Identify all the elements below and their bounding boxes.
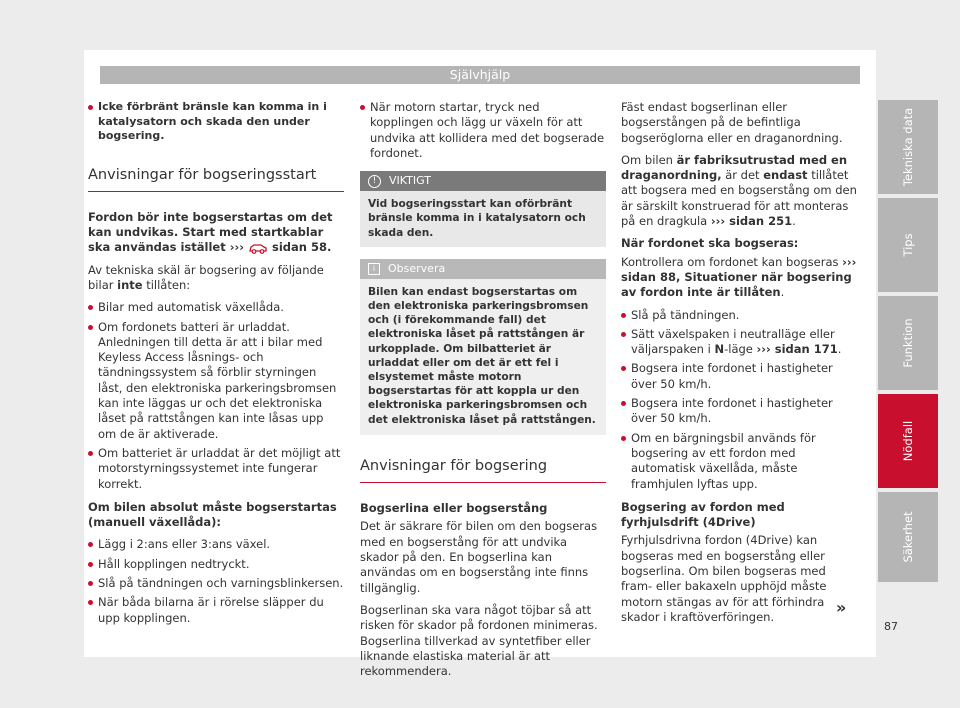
list-item: Håll kopplingen nedtryckt. <box>88 557 344 572</box>
para-text: är det <box>721 168 764 183</box>
tab-label: Funktion <box>901 318 915 368</box>
tab-label: Nödfall <box>901 420 915 462</box>
list-item: Om en bärgningsbil används för bogsering av ett fordon med automatisk växellåda, måste framhjulen lyftas upp. <box>621 431 858 492</box>
para-text: Kontrollera om fordonet kan bogseras <box>621 254 843 269</box>
list-item: Lägg i 2:ans eller 3:ans växel. <box>88 537 344 552</box>
tab-nodfall[interactable] <box>878 394 938 488</box>
list-item: Om fordonets batteri är urladdat. Anledningen till detta är att i bilar med Keyless Access låsnings- och tändningssystem så förblir styrningen låst, den elektroniska parkeringsbromsen kan inte läggas ur och det elektroniska låset på rattstången kan inte låsas upp om de är aktiverade. <box>88 320 344 442</box>
tab-label: Tips <box>901 233 915 257</box>
note-label: Observera <box>388 261 446 275</box>
para-text: tillåten: <box>142 277 191 292</box>
bullet-list-1 <box>88 300 344 492</box>
para-text: Av tekniska skäl är bogsering av följande bilar <box>88 262 324 292</box>
tab-label: Tekniska data <box>901 107 915 187</box>
ref-link-page-58[interactable]: sidan 58 <box>271 240 327 255</box>
note-text: Bilen kan endast bogserstartas om den elektroniska parkeringsbromsen och (i förekommande fall) det elektroniska låset på rattstången är urkopplade. Om bilbatteriet är urladdat eller om det är ett fel i elsystemet måste motorn bogserstartas för att koppla ur den elektroniska parkeringsbromsen och det elektroniska låset på rattstången. <box>368 285 596 426</box>
page-number: 87 <box>884 620 898 633</box>
para-text: tillåtet att bogsera med en bogserstång om den är särskilt konstruerad för att monteras på en dragkula <box>621 168 857 229</box>
list-item: Bogsera inte fordonet i hastigheter över 50 km/h. <box>621 361 858 392</box>
para-check: Kontrollera om fordonet kan bogseras ››› sidan 88, Situationer när bogsering av fordon inte är tillåten. <box>621 254 857 300</box>
column-1 <box>88 100 344 630</box>
para-not-allowed <box>88 263 344 294</box>
bullet-list-3 <box>621 308 858 492</box>
section-title-tow-start: Anvisningar för bogseringsstart <box>88 168 344 192</box>
list-item: Bilar med automatisk växellåda. <box>88 300 344 315</box>
section-title-towing: Anvisningar för bogsering <box>360 459 606 483</box>
tab-label: Säkerhet <box>901 511 915 563</box>
list-item: Bogsera inte fordonet i hastigheter över 50 km/h. <box>621 396 858 427</box>
list-item-text: -läge <box>724 342 757 357</box>
para-factory-hitch: Om bilen är fabriksutrustad med en draganordning, är det endast tillåtet att bogsera med en bogserstång om den är särskilt konstruerad för att monteras på en dragkula ››› sidan 251. <box>621 152 857 229</box>
subhead-when-towing: När fordonet ska bogseras: <box>621 236 799 251</box>
para-attach: Fäst endast bogserlinan eller bogserstången på de befintliga bogseröglorna eller en draganordning. <box>621 100 843 145</box>
subhead-4drive: Bogsering av fordon med fyrhjulsdrift (4Drive) <box>621 499 785 530</box>
warning-text: Vid bogseringsstart kan oförbränt bränsle komma in i katalysatorn och skada den. <box>368 198 586 239</box>
tab-funktion[interactable] <box>878 296 938 390</box>
list-item: Sätt växelspaken i neutralläge eller väljarspaken i N-läge ››› sidan 171. <box>621 327 858 358</box>
column-2 <box>360 100 606 686</box>
note-box <box>360 259 606 435</box>
intro-bullet: Icke förbränt bränsle kan komma in i katalysatorn och skada den under bogsering. <box>88 100 344 144</box>
tab-sakerhet[interactable] <box>878 492 938 582</box>
para-4drive: Fyrhjulsdrivna fordon (4Drive) kan bogseras med en bogserstång eller bogserlina. Om bilen bogseras med fram- eller bakaxeln upphöjd måste motorn stängas av för att förhindra skador i kraftöverföringen. <box>621 533 827 624</box>
list-item-text: Sätt växelspaken i neutralläge eller väljarspaken i <box>631 326 835 357</box>
bullet-list-2 <box>88 537 344 625</box>
warning-box <box>360 171 606 247</box>
ref-link-page-88[interactable]: ››› sidan 88, Situationer när bogsering av fordon inte är tillåten <box>621 254 857 300</box>
list-item: När motorn startar, tryck ned kopplingen och lägg ur växeln för att undvika att kollidera med det bogserade fordonet. <box>360 100 606 161</box>
ref-link-page-251[interactable]: ››› sidan 251 <box>710 214 793 229</box>
warning-header <box>360 171 606 191</box>
warning-label: VIKTIGT <box>389 174 431 188</box>
ref-link-page-171[interactable]: ››› sidan 171 <box>756 342 838 357</box>
para-tow-2: Bogserlinan ska vara något töjbar så att risken för skador på fordonen minimeras. Bogserlina tillverkad av syntetfiber eller liknande elastiska material är att rekommendera. <box>360 602 598 679</box>
car-icon <box>248 242 268 254</box>
para-text: Om bilen <box>621 152 677 167</box>
tab-tekniska-data[interactable] <box>878 100 938 194</box>
list-item: Slå på tändningen och varningsblinkersen. <box>88 576 344 591</box>
para-emph: inte <box>117 277 143 292</box>
list-item: Om batteriet är urladdat är det möjligt att motorstyrningssystemet inte fungerar korrekt. <box>88 446 344 492</box>
tab-tips[interactable] <box>878 198 938 292</box>
subhead-tow-rope: Bogserlina eller bogserstång <box>360 501 548 516</box>
list-item: När båda bilarna är i rörelse släpper du upp kopplingen. <box>88 595 344 626</box>
para-tow-1: Det är säkrare för bilen om den bogseras med en bogserstång för att undvika skador på den. En bogserlina kan användas om en bogserstång inte finns tillgänglig. <box>360 519 598 595</box>
lead-text: Fordon bör inte bogserstartas om det kan undvikas. Start med startkablar ska användas istället <box>88 209 333 255</box>
para-emph: endast <box>763 168 808 183</box>
para-emph: är fabriksutrustad med en draganordning, <box>621 152 848 183</box>
column-3 <box>621 100 858 632</box>
note-header <box>360 259 606 279</box>
lead-paragraph: Fordon bör inte bogserstartas om det kan undvikas. Start med startkablar ska användas istället ››› sidan 58. <box>88 209 333 255</box>
subhead-manual: Om bilen absolut måste bogserstartas (manuell växellåda): <box>88 499 337 530</box>
info-icon: i <box>368 263 380 275</box>
list-item: Slå på tändningen. <box>621 308 858 323</box>
chapter-header: Självhjälp <box>100 66 860 84</box>
gear-n-label: N <box>714 342 725 357</box>
warning-icon: ! <box>368 175 381 188</box>
continue-mark: » <box>836 598 847 617</box>
ref-arrows: ››› <box>229 240 244 255</box>
